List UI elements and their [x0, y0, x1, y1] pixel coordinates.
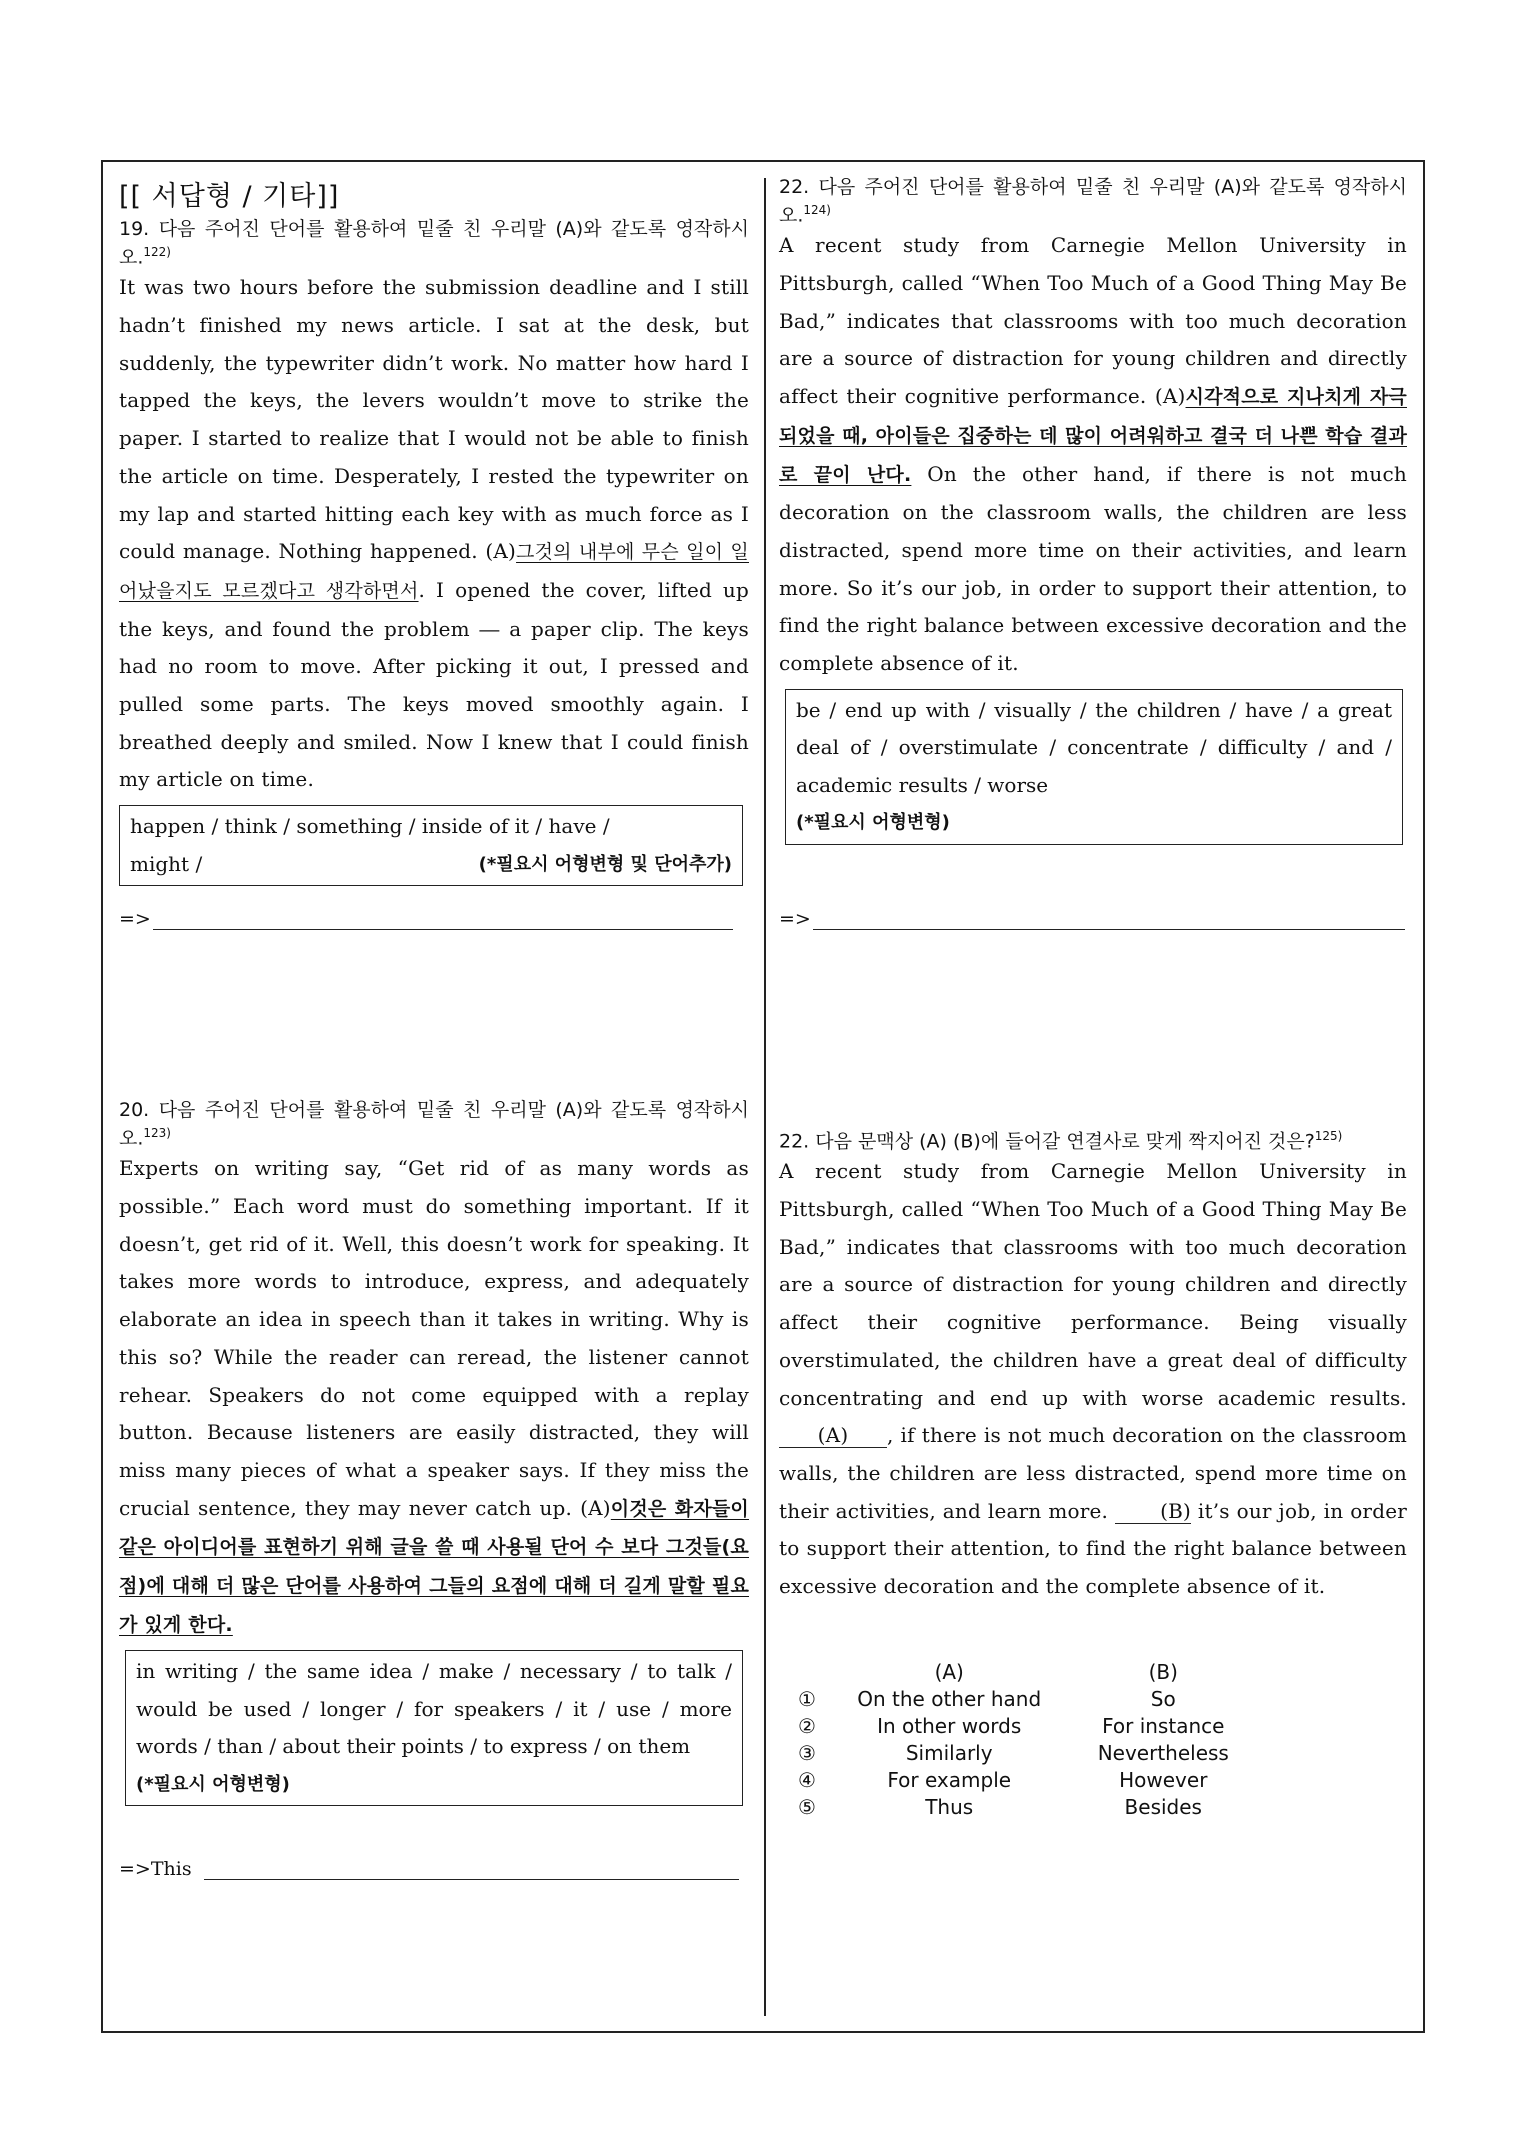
question-20-passage: Experts on writing say, “Get rid of as many words as possible.” Each word must do something important. If it doesn’t, get rid of it. Well, this doesn’t work for speaking. It takes more words to introduce, express, and adequately elaborate an idea in speech than it takes in writing. Why is this so? While the reader can reread, the listener cannot rehear. Speakers do not come equipped with a replay button. Because listeners are easily distracted, they will miss many pieces of what a speaker says. If they miss the crucial sentence, they may never catch up. (A)이것은 화자들이 같은 아이디어를 표현하기 위해 글을 쓸 때 사용될 단어 수 보다 그것들(요점)에 대해 더 많은 단어를 사용하여 그들의 요점에 대해 더 길게 말할 필요가 있게 한다.	[119, 1156, 749, 1636]
section-title: [[ 서답형 / 기타]]	[119, 181, 340, 212]
underlined-korean-a: 이것은 화자들이 같은 아이디어를 표현하기 위해 글을 쓸 때 사용될 단어 수 보다 그것들(요점)에 대해 더 많은 단어를 사용하여 그들의 요점에 대해 더 길게 말할 필요가 있게 한다.	[119, 1497, 749, 1636]
word-bank: be / end up with / visually / the children / have / a great deal of / overstimulate / concentrate / difficulty / and / academic results / worse	[796, 697, 1392, 797]
footnote-ref: 125)	[1314, 1129, 1343, 1143]
footnote-ref: 123)	[143, 1126, 171, 1140]
question-19-passage: It was two hours before the submission deadline and I still hadn’t finished my news article. I sat at the desk, but suddenly, the typewriter didn’t work. No matter how hard I tapped the keys, the levers wouldn’t move to strike the paper. I started to realize that I would not be able to finish the article on time. Desperately, I rested the typewriter on my lap and started hitting each key with as much force as I could manage. Nothing happened. (A)그것의 내부에 무슨 일이 일어났을지도 모르겠다고 생각하면서. I opened the cover, lifted up the keys, and found the problem ― a paper clip. The keys had no room to move. After picking it out, I pressed and pulled some parts. The keys moved smoothly again. I breathed deeply and smiled. Now I knew that I could finish my article on time.	[119, 275, 749, 792]
question-22-passage: A recent study from Carnegie Mellon University in Pittsburgh, called “When Too Much of a Good Thing May Be Bad,” indicates that classrooms with too much decoration are a source of distraction for young children and directly affect their cognitive performance. (A)시각적으로 지나치게 자극되었을 때, 아이들은 집중하는 데 많이 어려워하고 결국 더 나쁜 학습 결과로 끝이 난다. On the other hand, if there is not much decoration on the classroom walls, the children are less distracted, spend more time on their activities, and learn more. So it’s our job, in order to support their attention, to find the right balance between excessive decoration and the complete absence of it.	[779, 233, 1407, 676]
choice-4[interactable]: ④ For example However	[798, 1767, 1208, 1792]
word-bank-box	[119, 805, 743, 886]
question-22b-passage: A recent study from Carnegie Mellon University in Pittsburgh, called “When Too Much of a Good Thing May Be Bad,” indicates that classrooms with too much decoration are a source of distraction for young children and directly affect their cognitive performance. Being visually overstimulated, the children have a great deal of difficulty concentrating and end up with worse academic results. (A) , if there is not much decoration on the classroom walls, the children are less distracted, spend more time on their activities, and learn more. (B) it’s our job, in order to support their attention, to find the right balance between excessive decoration and the complete absence of it.	[779, 1159, 1407, 1599]
question-22-connectives	[779, 1125, 1407, 1606]
question-22-heading: 22. 다음 주어진 단어를 활용하여 밑줄 친 우리말 (A)와 같도록 영작하시오.$^{124)}$	[779, 176, 1407, 227]
footnote-ref: 124)	[803, 203, 831, 217]
choice-3[interactable]: ③ Similarly Nevertheless	[798, 1740, 1229, 1765]
choice-1[interactable]: ① On the other hand So	[798, 1686, 1176, 1711]
word-bank: in writing / the same idea / make / necessary / to talk / would be used / longer / for speakers / it / use / more words / than / about their points / to express / on them	[136, 1659, 732, 1759]
answer-line-19[interactable]: =>	[119, 908, 733, 930]
blank-b[interactable]: (B)	[1115, 1499, 1191, 1524]
underlined-korean-a: 시각적으로 지나치게 자극되었을 때, 아이들은 집중하는 데 많이 어려워하고 결국 더 나쁜 학습 결과로 끝이 난다.	[779, 386, 1407, 486]
word-bank-note: (*필요시 어형변형)	[136, 1773, 290, 1795]
word-bank-box	[125, 1650, 743, 1806]
blank-a[interactable]: (A)	[779, 1423, 887, 1448]
question-22-writing	[779, 176, 1407, 845]
question-20-heading: 20. 다음 주어진 단어를 활용하여 밑줄 친 우리말 (A)와 같도록 영작하시오.$^{123)}$	[119, 1099, 749, 1150]
underlined-korean-a: 그것의 내부에 무슨 일이 일어났을지도 모르겠다고 생각하면서	[119, 541, 749, 602]
word-bank-box	[785, 689, 1403, 845]
word-bank-note: (*필요시 어형변형 및 단어추가)	[478, 853, 732, 875]
question-22b-heading: 22. 다음 문맥상 (A) (B)에 들어갈 연결사로 맞게 짝지어진 것은?$^{125)}$	[779, 1129, 1343, 1153]
choice-5[interactable]: ⑤ Thus Besides	[798, 1794, 1202, 1819]
question-19-heading: 19. 다음 주어진 단어를 활용하여 밑줄 친 우리말 (A)와 같도록 영작하시오.$^{122)}$	[119, 218, 749, 269]
answer-choices	[798, 1658, 1268, 1820]
choices-header: (A) (B)	[934, 1659, 1178, 1684]
answer-line-20[interactable]: =>This	[119, 1858, 739, 1880]
footnote-ref: 122)	[143, 245, 171, 259]
column-divider	[764, 178, 766, 2016]
word-bank-note: (*필요시 어형변형)	[796, 812, 950, 834]
answer-line-22[interactable]: =>	[779, 908, 1405, 930]
question-20	[119, 1099, 749, 1806]
choice-2[interactable]: ② In other words For instance	[798, 1713, 1225, 1738]
word-bank-last: might /	[130, 851, 203, 876]
word-bank: happen / think / something / inside of it / have /	[130, 814, 610, 839]
question-19	[119, 218, 749, 886]
